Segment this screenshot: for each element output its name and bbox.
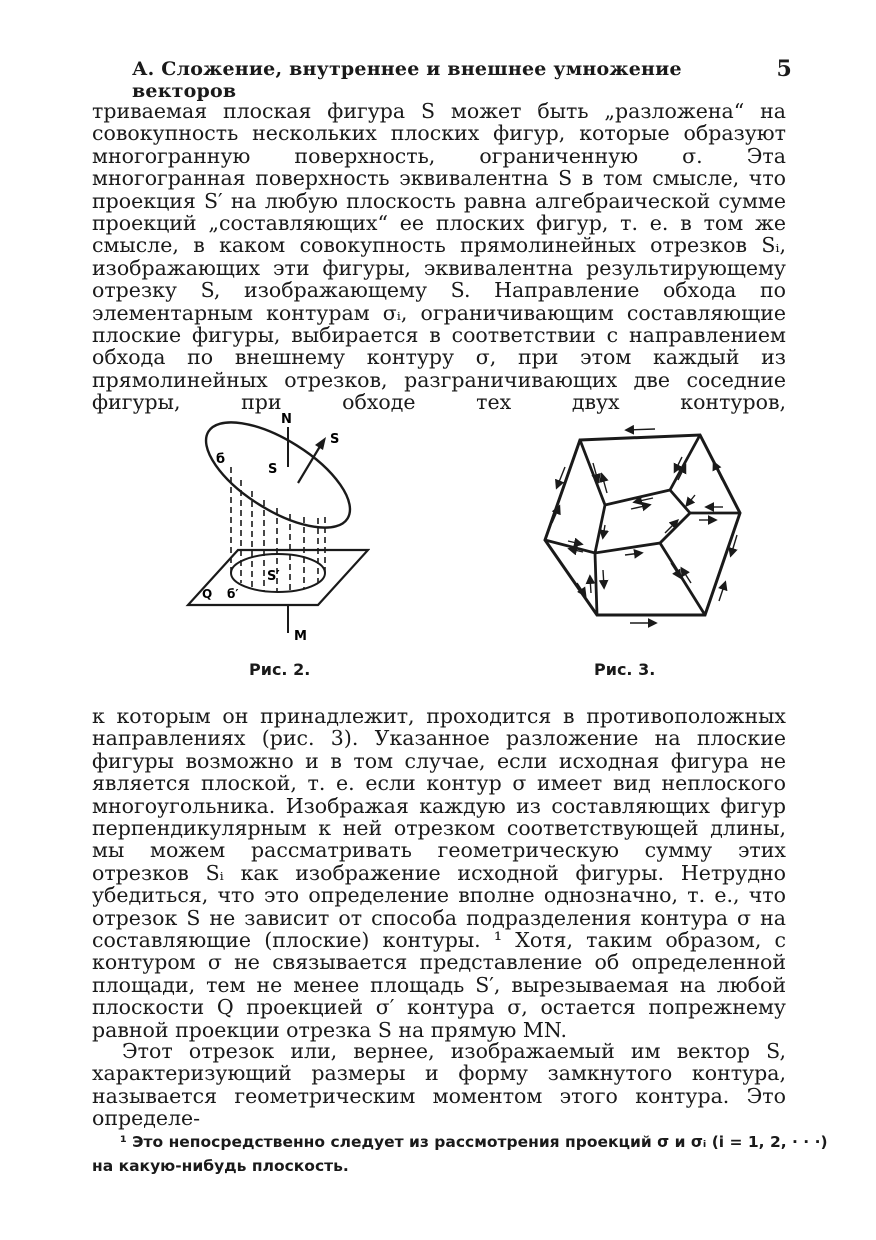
vector-s-arrowhead	[315, 437, 326, 450]
paragraph-2: к которым он принадлежит, проходится в противоположных направлениях (рис. 3). Указанное разложение на плоские фигуры возможно и в том случае, если исходная фигура не является плоской, т. е. если контур σ имеет вид неплоского многоугольника. Изображая каждую из составляющих фигур перпендикулярным к ней отрезком соответствующей длины, мы можем рассматривать геометрическую сумму этих отрезков Sᵢ как изображение исходной фигуры. Нетрудно убедиться, что это определение вполне однозначно, т. е., что отрезок S не зависит от способа подразделения контура σ на составляющие (плоские) контуры. ¹ Хотя, таким образом, с контуром σ не связывается представление об определенной площади, тем не менее площадь S′, вырезываемая на любой плоскости Q проекцией σ′ контура σ, остается попрежнему равной проекции отрезка S на прямую MN.	[92, 704, 786, 1042]
running-header	[132, 56, 792, 102]
label-n: N	[281, 412, 292, 427]
label-m: M	[294, 629, 307, 644]
label-sigma: б	[216, 452, 226, 467]
circulation-arrows	[552, 429, 737, 623]
running-title: А. Сложение, внутреннее и внешнее умножение векторов	[132, 58, 682, 102]
footnote-line-1: ¹ Это непосредственно следует из рассмотрения проекций σ и σᵢ (i = 1, 2, · · ·)	[120, 1133, 828, 1151]
figure-3-drawing	[535, 405, 765, 655]
inner-edges	[545, 435, 740, 615]
outer-contour	[545, 435, 740, 615]
label-s-proj: S′	[267, 569, 280, 584]
figure-3-caption: Рис. 3.	[594, 660, 656, 679]
label-s: S	[330, 432, 340, 447]
paragraph-3: Этот отрезок или, вернее, изображаемый им вектор S, характеризующий размеры и форму замкнутого контура, называется геометрическим моментом этого контура. Это определе-	[92, 1039, 786, 1131]
footnote-line-2: на какую-нибудь плоскость.	[92, 1157, 349, 1175]
contour-sigma	[190, 405, 366, 548]
figure-3	[535, 405, 765, 655]
page-number: 5	[776, 56, 792, 82]
figure-2	[180, 405, 370, 655]
figure-2-drawing	[180, 405, 370, 655]
label-s-inner: S	[268, 462, 278, 477]
footnote	[92, 1130, 828, 1178]
paragraph-1: триваемая плоская фигура S может быть „разложена“ на совокупность нескольких плоских фигур, которые образуют многогранную поверхность, ограниченную σ. Эта многогранная поверхность эквивалентна S в том смысле, что проекция S′ на любую плоскость равна алгебраической сумме проекций „составляющих“ ее плоских фигур, т. е. в том же смысле, в каком совокупность прямолинейных отрезков Sᵢ, изображающих эти фигуры, эквивалентна результирующему отрезку S, изображающему S. Направление обхода по элементарным контурам σᵢ, ограничивающим составляющие плоские фигуры, выбирается в соответствии с направлением обхода по внешнему контуру σ, при этом каждый из прямолинейных отрезков, разграничивающих две соседние фигуры, при обходе тех двух контуров,	[92, 99, 786, 415]
figure-2-caption: Рис. 2.	[249, 660, 311, 679]
label-sigma-proj: б′	[227, 587, 239, 601]
label-q: Q	[202, 587, 213, 601]
